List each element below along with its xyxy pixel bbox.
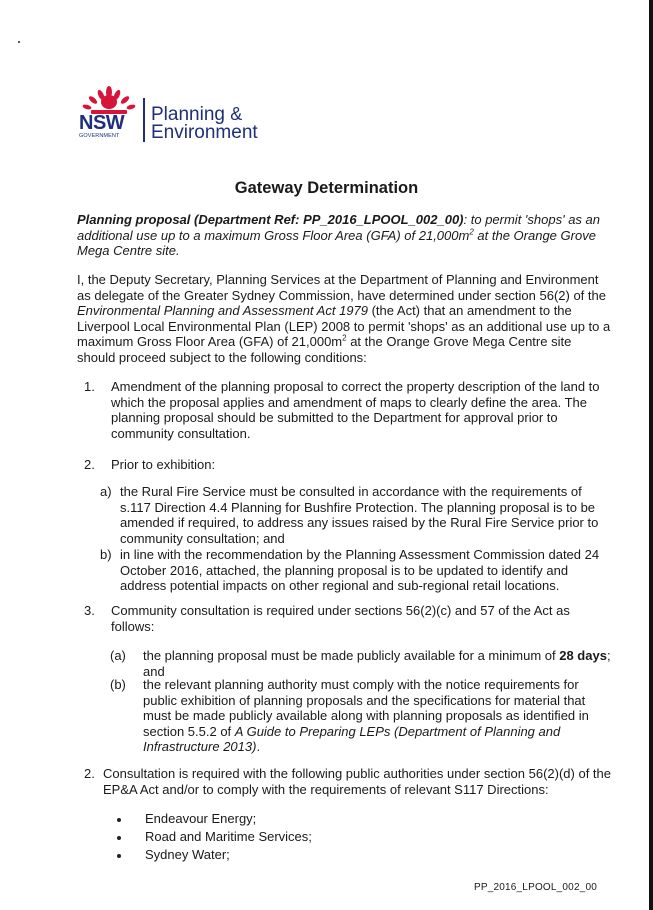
condition-3a-bold: 28 days bbox=[559, 648, 607, 663]
condition-3a-text bbox=[143, 648, 613, 679]
bullet-dot bbox=[117, 818, 121, 822]
condition-3-number: 3. bbox=[84, 603, 95, 618]
condition-3b-text-b: . bbox=[256, 739, 261, 754]
nsw-planning-logo bbox=[79, 86, 279, 146]
condition-1-text: Amendment of the planning proposal to correct the property description of the land to which the proposal applies and amendment of maps to clearly define the area. The planning proposal should be submitted to the Department for approval prior to community consultation. bbox=[111, 379, 600, 441]
intro-text-b: at the Orange Grove Mega Centre site. bbox=[77, 227, 596, 258]
condition-3a-label: (a) bbox=[110, 648, 126, 663]
condition-3b-label: (b) bbox=[110, 677, 126, 692]
government-label: GOVERNMENT bbox=[79, 133, 120, 139]
condition-1-number: 1. bbox=[84, 379, 95, 394]
condition-2a-text: the Rural Fire Service must be consulted in accordance with the requirements of s.117 Direction 4.4 Planning for Bushfire Protection. The planning proposal is to be amended if required, to address any issues raised by the Rural Fire Service prior to community consultation; and bbox=[120, 484, 599, 546]
condition-2b-text: in line with the recommendation by the Planning Assessment Commission dated 24 October 2016, attached, the planning proposal is to be updated to identify and address potential impacts on other regional and sub-regional retail locations. bbox=[120, 547, 600, 593]
bullet-roads: Road and Maritime Services; bbox=[145, 829, 312, 844]
intro-text-a: : to permit 'shops' as an additional use up to a maximum Gross Floor Area (GFA) of 21,000m bbox=[77, 212, 600, 243]
logo-line-environment: Environment bbox=[151, 122, 258, 143]
para-sup: 2 bbox=[342, 333, 347, 343]
intro-paragraph bbox=[77, 212, 612, 259]
scan-speck bbox=[18, 41, 20, 43]
act-name: Environmental Planning and Assessment Act 1979 bbox=[77, 303, 368, 318]
page-title: Gateway Determination bbox=[234, 179, 419, 197]
bullet-endeavour: Endeavour Energy; bbox=[145, 811, 257, 826]
intro-ref: Planning proposal (Department Ref: PP_2016_LPOOL_002_00) bbox=[77, 212, 464, 227]
condition-3-text: Community consultation is required under sections 56(2)(c) and 57 of the Act as follows: bbox=[111, 603, 570, 634]
bullet-sydney-water: Sydney Water; bbox=[145, 847, 230, 862]
para-text-a: I, the Deputy Secretary, Planning Services at the Department of Planning and Environment as delegate of the Greater Sydney Commission, have determined under section 56(2) of the bbox=[77, 272, 606, 303]
scan-edge bbox=[649, 0, 653, 910]
condition-3b-text bbox=[143, 677, 613, 755]
footer-reference: PP_2016_LPOOL_002_00 bbox=[474, 882, 597, 893]
condition-3a-text-a: the planning proposal must be made publicly available for a minimum of bbox=[143, 648, 560, 663]
bullet-dot bbox=[117, 836, 121, 840]
condition-4-number: 2. bbox=[84, 766, 95, 781]
nsw-wordmark: NSW bbox=[79, 112, 125, 134]
logo-ampersand: & bbox=[230, 104, 243, 124]
condition-3b-text-a: the relevant planning authority must comply with the notice requirements for public exhibition of planning proposals and the specifications for material that must be made publicly available along with planning proposals as identified in section 5.5.2 of bbox=[143, 677, 589, 739]
condition-3a-text-b: ; and bbox=[143, 648, 611, 679]
condition-2b-label: b) bbox=[100, 547, 112, 562]
condition-2-text: Prior to exhibition: bbox=[111, 457, 216, 472]
condition-2a-label: a) bbox=[100, 484, 112, 499]
bullet-dot bbox=[117, 854, 121, 858]
para-text-c: at the Orange Grove Mega Centre site should proceed subject to the following conditions: bbox=[77, 334, 572, 365]
condition-4-text: Consultation is required with the following public authorities under section 56(2)(d) of the EP&A Act and/or to comply with the requirements of relevant S117 Directions: bbox=[103, 766, 612, 797]
logo-planning-text: Planning bbox=[151, 104, 225, 125]
intro-sup: 2 bbox=[469, 227, 474, 237]
condition-2-number: 2. bbox=[84, 457, 95, 472]
determination-paragraph bbox=[77, 272, 612, 365]
logo-divider bbox=[143, 98, 145, 142]
para-text-b: (the Act) that an amendment to the Liverpool Local Environmental Plan (LEP) 2008 to permit 'shops' as an additional use up to a maximum Gross Floor Area (GFA) of 21,000m bbox=[77, 303, 611, 349]
condition-3b-italic: A Guide to Preparing LEPs (Department of Planning and Infrastructure 2013) bbox=[143, 723, 561, 754]
